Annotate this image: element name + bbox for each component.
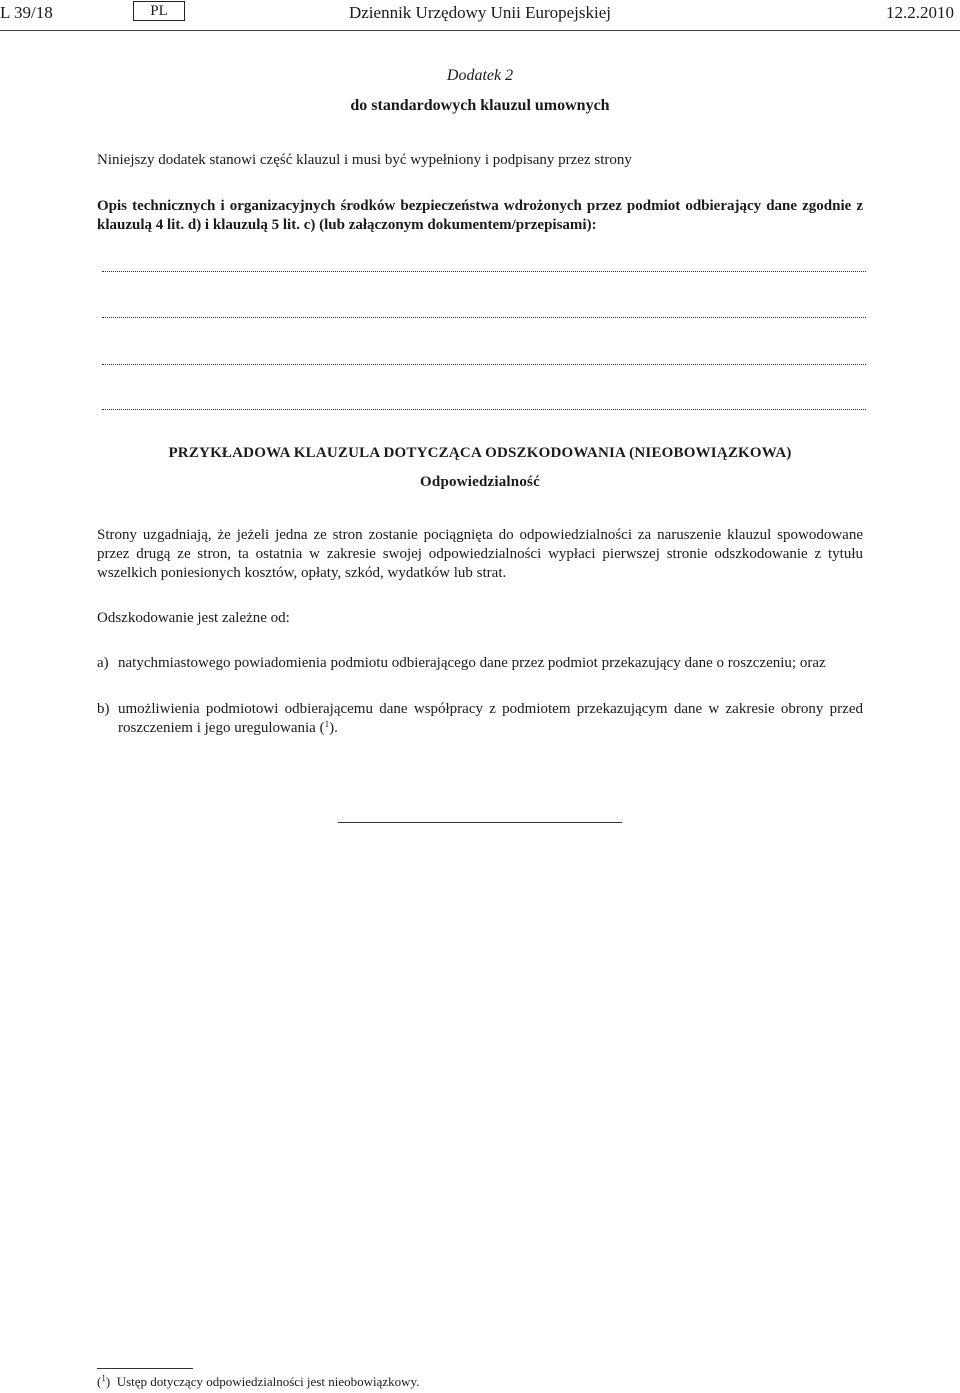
publication-date: 12.2.2010	[886, 3, 954, 22]
liability-paragraph: Strony uzgadniają, że jeżeli jedna ze stron zostanie pociągnięta do odpowiedzialności za naruszenie klauzul spowodowane przez drugą ze stron, ta ostatnia w zakresie swojej odpowiedzialności wypłaci pierwszej stronie odszkodowanie z tytułu wszelkich poniesionych kosztów, opłaty, szkód, wydatków lub strat.	[97, 527, 863, 581]
list-item-tail: ).	[329, 720, 338, 736]
liability-heading: Odpowiedzialność	[420, 474, 540, 490]
list-marker: b)	[97, 701, 110, 717]
list-item-body: umożliwienia podmiotowi odbierającemu dane współpracy z podmiotem przekazującym dane w zakresie obrony przed roszczeniem i jego uregulowania (	[118, 701, 863, 736]
list-item-text: natychmiastowego powiadomienia podmiotu odbierającego dane przez podmiot przekazujący dane o roszczeniu; oraz	[118, 655, 826, 671]
fill-in-line[interactable]	[102, 317, 866, 318]
list-item	[97, 700, 863, 738]
footnote	[97, 1373, 419, 1390]
footnote-number: 1	[101, 1373, 106, 1383]
appendix-subtitle: do standardowych klauzul umownych	[350, 97, 610, 114]
description-heading: Opis technicznych i organizacyjnych środków bezpieczeństwa wdrożonych przez podmiot odbierający dane zgodnie z klauzulą 4 lit. d) i klauzulą 5 lit. c) (lub załączonym dokumentem/przepisami):	[97, 198, 863, 233]
list-item	[97, 654, 863, 673]
appendix-title: Dodatek 2	[446, 67, 514, 84]
conditions-intro: Odszkodowanie jest zależne od:	[97, 610, 290, 626]
fill-in-line[interactable]	[102, 364, 866, 365]
fill-in-line[interactable]	[102, 271, 866, 272]
clause-heading: PRZYKŁADOWA KLAUZULA DOTYCZĄCA ODSZKODOWANIA (NIEOBOWIĄZKOWA)	[168, 445, 792, 461]
journal-title: Dziennik Urzędowy Unii Europejskiej	[348, 3, 611, 22]
fill-in-line[interactable]	[102, 409, 866, 410]
footnote-divider	[97, 1368, 193, 1369]
header-divider	[0, 30, 960, 31]
footnote-text: Ustęp dotyczący odpowiedzialności jest nieobowiązkowy.	[116, 1374, 420, 1389]
language-badge: PL	[133, 1, 185, 21]
footnote-close-paren: )	[105, 1374, 111, 1389]
section-separator	[338, 822, 622, 823]
footnote-reference[interactable]: 1	[324, 719, 330, 729]
footnote-open-paren: (	[97, 1374, 102, 1389]
page-reference: L 39/18	[0, 3, 53, 22]
intro-paragraph: Niniejszy dodatek stanowi część klauzul i musi być wypełniony i podpisany przez strony	[97, 152, 632, 168]
list-item-text	[118, 700, 863, 738]
list-marker: a)	[97, 655, 109, 671]
